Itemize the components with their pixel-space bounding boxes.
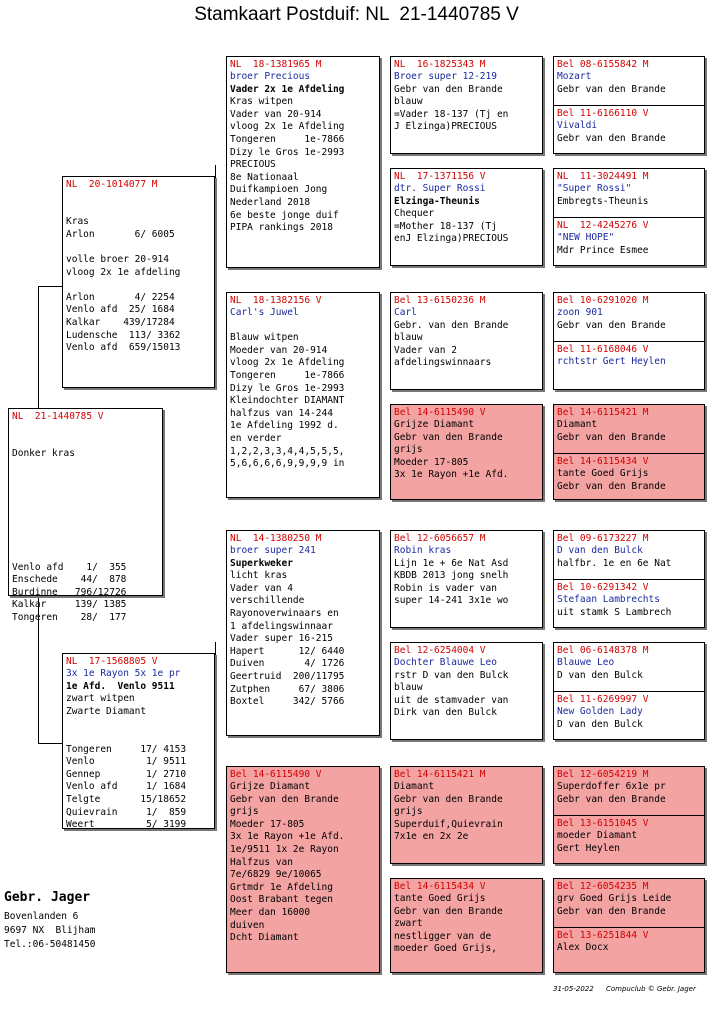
detail-line: Zutphen 67/ 3806 <box>230 683 345 695</box>
detail-line: Dizy le Gros 1e-2993 <box>230 382 345 394</box>
detail-line <box>12 524 159 537</box>
subject-details <box>12 423 159 625</box>
detail-line: Telgte 15/18652 <box>66 793 187 805</box>
gggp-pair-8 <box>553 878 705 973</box>
detail-line: Venlo afd 1/ 355 <box>12 561 127 573</box>
pigeon-details <box>394 781 539 844</box>
gggp-card-8[interactable] <box>557 455 666 493</box>
detail-line: Gennep 1/ 2710 <box>66 768 187 780</box>
detail-line: Blauw witpen <box>230 332 299 344</box>
detail-line: PRECIOUS <box>230 159 276 171</box>
ring-number: NL 11-3024491 M <box>557 171 649 182</box>
detail-line: Vader super 16-215 <box>230 633 333 645</box>
detail-line: Venlo afd 25/ 1684 <box>66 304 175 316</box>
ring-number: Bel 14-6115490 V <box>394 407 486 418</box>
ring-number: NL 17-1371156 V <box>394 171 486 182</box>
ggp-card-fmm[interactable] <box>390 404 543 500</box>
detail-line <box>66 731 211 744</box>
detail-line: Arlon 4/ 2254 <box>66 291 175 303</box>
detail-line: Moeder van 20-914 <box>230 344 328 356</box>
detail-line: Venlo afd 659/15013 <box>66 342 181 354</box>
ring-number: Bel 12-6054219 M <box>557 769 649 780</box>
gggp-pair-1 <box>553 56 705 154</box>
detail-line: Gebr. van den Brande <box>394 319 509 331</box>
ring-number: Bel 09-6173227 M <box>557 533 649 544</box>
connector <box>38 286 39 408</box>
ring-number: Bel 08-6155842 M <box>557 59 649 70</box>
pigeon-owner: Gebr van den Brande <box>557 132 666 144</box>
grandmother-paternal-card[interactable] <box>226 292 380 498</box>
detail-line: Burdinne 796/12726 <box>12 586 127 598</box>
detail-line: Vader van 2 <box>394 344 457 356</box>
pigeon-details <box>394 893 539 956</box>
gggp-card-1[interactable] <box>557 58 701 96</box>
gggp-card-11[interactable] <box>557 644 701 682</box>
detail-line: Moeder 17-805 <box>394 456 469 468</box>
detail-line: Elzinga-Theunis <box>394 195 480 207</box>
pigeon-name: Robin kras <box>394 545 452 556</box>
pigeon-name: D van den Bulck <box>557 545 643 556</box>
grandfather-paternal-card[interactable] <box>226 56 380 268</box>
pigeon-details <box>394 419 539 482</box>
pigeon-name: Stefaan Lambrechts <box>557 594 660 605</box>
ring-number: Bel 10-6291342 V <box>557 582 649 593</box>
ring-number: NL 12-4245276 V <box>557 220 649 231</box>
detail-line <box>12 461 159 474</box>
detail-line: vloog 2x 1e afdeling <box>66 266 181 278</box>
detail-line: Ludensche 113/ 3362 <box>66 329 181 341</box>
pigeon-owner: Gebr van den Brande <box>557 431 666 443</box>
detail-line: Dcht Diamant <box>230 932 299 944</box>
pigeon-owner: uit stamk S Lambrech <box>557 606 672 618</box>
mother-details <box>66 693 211 832</box>
ggp-card-fff[interactable] <box>390 56 543 154</box>
detail-line: Geertruid 200/11795 <box>230 670 345 682</box>
detail-line: Dirk van den Bulck <box>394 707 497 719</box>
detail-line <box>12 536 159 549</box>
detail-line: 1e/9511 1x 2e Rayon <box>230 843 339 855</box>
detail-line: Kalkar 139/ 1385 <box>12 599 127 611</box>
ring-number: NL 18-1382156 V <box>230 295 322 306</box>
footer-credit: Compuclub © Gebr. Jager <box>606 985 696 993</box>
pigeon-owner: D van den Bulck <box>557 718 643 730</box>
ring-number: Bel 12-6056657 M <box>394 533 486 544</box>
pigeon-name: tante Goed Grijs <box>557 468 649 479</box>
detail-line: duiven <box>230 919 265 931</box>
pigeon-name: Carl <box>394 307 417 318</box>
detail-line: uit de stamvader van <box>394 694 509 706</box>
ring-number: NL 16-1825343 M <box>394 59 486 70</box>
gggp-card-14[interactable] <box>557 817 649 855</box>
detail-line: Venlo 1/ 9511 <box>66 756 187 768</box>
connector <box>215 642 216 817</box>
detail-line: rstr D van den Bulck <box>394 669 509 681</box>
detail-line: Moeder 17-805 <box>230 818 305 830</box>
owner-address: Bovenlanden 6 <box>4 911 79 922</box>
gggp-card-13[interactable] <box>557 768 701 806</box>
ggp-card-mmm[interactable] <box>390 878 543 973</box>
detail-line: 7e/6829 9e/10065 <box>230 869 322 881</box>
detail-line: verschillende <box>230 595 305 607</box>
detail-line: Duifkampioen Jong <box>230 184 328 196</box>
detail-line: Quievrain 1/ 859 <box>66 806 187 818</box>
detail-line: 7x1e en 2x 2e <box>394 831 469 843</box>
detail-line: halfzus van 14-244 <box>230 407 333 419</box>
pigeon-name: New Golden Lady <box>557 706 643 717</box>
detail-line: Diamant <box>394 781 435 792</box>
detail-line <box>12 473 159 486</box>
detail-line: Gebr van den Brande <box>394 793 503 805</box>
detail-line <box>12 511 159 524</box>
detail-line: Gebr van den Brande <box>394 905 503 917</box>
detail-line <box>66 279 211 292</box>
pigeon-note: Superkweker <box>230 557 293 569</box>
mother-card[interactable] <box>62 653 215 829</box>
detail-line: Enschede 44/ 878 <box>12 574 127 586</box>
divider <box>554 927 704 928</box>
pigeon-owner: Gebr van den Brande <box>557 480 666 492</box>
detail-line: Kras witpen <box>230 96 293 108</box>
ring-number: Bel 14-6115421 M <box>557 407 649 418</box>
pigeon-owner: D van den Bulck <box>557 669 643 681</box>
detail-line: Donker kras <box>12 448 75 460</box>
detail-line: Gebr van den Brande <box>394 83 503 95</box>
divider <box>554 579 704 580</box>
ring-number: Bel 06-6148378 M <box>557 645 649 656</box>
pigeon-name: moeder Diamant <box>557 830 638 841</box>
detail-line: afdelingswinnaars <box>394 357 492 369</box>
father-card[interactable] <box>62 176 215 388</box>
detail-line <box>12 499 159 512</box>
detail-line: zwart witpen <box>66 693 135 705</box>
pigeon-details <box>230 781 376 945</box>
detail-line: Arlon 6/ 6005 <box>66 228 175 240</box>
detail-line: =Vader 18-137 (Tj en <box>394 108 509 120</box>
pigeon-name: "NEW HOPE" <box>557 232 615 243</box>
subject-card[interactable] <box>8 408 163 623</box>
detail-line: Chequer <box>394 208 435 220</box>
detail-line: Boxtel 342/ 5766 <box>230 696 345 708</box>
pigeon-details <box>230 570 376 709</box>
pigeon-name: rchtstr Gert Heylen <box>557 356 666 367</box>
detail-line: Nederland 2018 <box>230 196 311 208</box>
detail-line <box>12 423 159 436</box>
detail-line: Tongeren 1e-7866 <box>230 133 345 145</box>
detail-line <box>12 436 159 449</box>
connector <box>215 165 216 325</box>
gggp-card-16[interactable] <box>557 929 649 955</box>
detail-line: Superduif,Quievrain <box>394 818 503 830</box>
detail-line: 3x 1e Rayon +1e Afd. <box>394 469 509 481</box>
ggp-card-mfm[interactable] <box>390 642 543 740</box>
pigeon-name: Carl's Juwel <box>230 307 299 318</box>
pigeon-name: broer Precious <box>230 71 311 82</box>
detail-line: =Mother 18-137 (Tj <box>394 220 497 232</box>
grandfather-maternal-card[interactable] <box>226 530 380 736</box>
pigeon-name: broer super 241 <box>230 545 316 556</box>
detail-line: Dizy le Gros 1e-2993 <box>230 146 345 158</box>
gggp-pair-6 <box>553 642 705 740</box>
pigeon-details <box>394 320 539 370</box>
divider <box>554 453 704 454</box>
ring-number: Bel 11-6269997 V <box>557 694 649 705</box>
gggp-card-2[interactable] <box>557 107 666 145</box>
grandmother-maternal-card[interactable] <box>226 766 380 973</box>
detail-line: Gebr van den Brande <box>394 431 503 443</box>
detail-line <box>66 241 211 254</box>
detail-line: Grtmdr 1e Afdeling <box>230 881 333 893</box>
ring-number: Bel 13-6150236 M <box>394 295 486 306</box>
pigeon-name: grv Goed Grijs Leide <box>557 893 672 904</box>
detail-line: blauw <box>394 332 423 344</box>
detail-line: nestligger van de <box>394 930 492 942</box>
gggp-card-10[interactable] <box>557 581 671 619</box>
detail-line: Grijze Diamant <box>394 419 475 430</box>
detail-line: Tongeren 17/ 4153 <box>66 743 187 755</box>
detail-line <box>66 718 211 731</box>
detail-line: 1,2,2,3,3,4,4,5,5,5, <box>230 445 345 457</box>
pigeon-name: Broer super 12-219 <box>394 71 497 82</box>
detail-line: blauw <box>394 682 423 694</box>
detail-line: Meer dan 16000 <box>230 906 311 918</box>
detail-line: Weert 5/ 3199 <box>66 819 187 831</box>
pigeon-note: Vader 2x 1e Afdeling <box>230 83 345 95</box>
detail-line: grijs <box>394 444 423 456</box>
detail-line: moeder Goed Grijs, <box>394 943 497 955</box>
page-title: Stamkaart Postduif: NL 21-1440785 V <box>194 4 519 25</box>
detail-line: Hapert 12/ 6440 <box>230 645 345 657</box>
ring-number: NL 14-1380250 M <box>230 533 322 544</box>
detail-line: 8e Nationaal <box>230 171 299 183</box>
detail-line <box>66 204 211 217</box>
ring-number: NL 17-1568805 V <box>66 656 158 667</box>
ring-number: Bel 13-6151045 V <box>557 818 649 829</box>
connector <box>38 743 62 744</box>
pigeon-name: zoon 901 <box>557 307 603 318</box>
pigeon-owner: halfbr. 1e en 6e Nat <box>557 557 672 569</box>
detail-line: Oost Brabant tegen <box>230 894 333 906</box>
detail-line: 5,6,6,6,6,9,9,9,9 in <box>230 458 345 470</box>
detail-line <box>230 320 376 333</box>
pigeon-details <box>230 96 376 235</box>
ring-number: Bel 14-6115490 V <box>230 769 322 780</box>
detail-line: super 14-241 3x1e wo <box>394 595 509 607</box>
detail-line: vloog 2x 1e Afdeling <box>230 357 345 369</box>
detail-line: Vader van 20-914 <box>230 108 322 120</box>
detail-line <box>66 191 211 204</box>
detail-line: Venlo afd 1/ 1684 <box>66 781 187 793</box>
pigeon-owner: Gebr van den Brande <box>557 83 666 95</box>
detail-line: grijs <box>394 806 423 818</box>
detail-line: blauw <box>394 96 423 108</box>
pigeon-owner: Embregts-Theunis <box>557 195 649 207</box>
detail-line: grijs <box>230 806 259 818</box>
detail-line <box>12 549 159 562</box>
pigeon-details <box>394 558 539 608</box>
detail-line: Lijn 1e + 6e Nat Asd <box>394 557 509 569</box>
pigeon-name: Diamant <box>557 419 598 430</box>
owner-phone: Tel.:06-50481450 <box>4 939 96 950</box>
detail-line: J Elzinga)PRECIOUS <box>394 121 497 133</box>
detail-line: Grijze Diamant <box>230 781 311 792</box>
gggp-card-5[interactable] <box>557 294 701 332</box>
gggp-pair-5 <box>553 530 705 628</box>
gggp-card-4[interactable] <box>557 219 649 257</box>
divider <box>554 105 704 106</box>
detail-line: Duiven 4/ 1726 <box>230 658 345 670</box>
detail-line: Robin is vader van <box>394 582 497 594</box>
detail-line: Kalkar 439/17284 <box>66 316 175 328</box>
pigeon-name: dtr. Super Rossi <box>394 183 486 194</box>
detail-line <box>12 486 159 499</box>
gggp-pair-2 <box>553 168 705 266</box>
divider <box>554 691 704 692</box>
pigeon-name: "Super Rossi" <box>557 183 632 194</box>
ggp-card-ffm[interactable] <box>390 168 543 266</box>
pigeon-owner: Gebr van den Brande <box>557 905 666 917</box>
detail-line: 3x 1e Rayon +1e Afd. <box>230 831 345 843</box>
ring-number: Bel 14-6115434 V <box>394 881 486 892</box>
gggp-card-6[interactable] <box>557 343 666 369</box>
detail-line: KBDB 2013 jong snelh <box>394 570 509 582</box>
pigeon-owner: Gebr van den Brande <box>557 793 666 805</box>
detail-line: Tongeren 28/ 177 <box>12 611 127 623</box>
detail-line: 6e beste jonge duif <box>230 209 339 221</box>
detail-line: en verder <box>230 432 282 444</box>
detail-line: Rayonoverwinaars en <box>230 607 339 619</box>
pigeon-owner: Gert Heylen <box>557 842 620 854</box>
pigeon-name: Dochter Blauwe Leo <box>394 657 497 668</box>
detail-line: zwart <box>394 918 423 930</box>
gggp-card-12[interactable] <box>557 693 649 731</box>
detail-line: volle broer 20-914 <box>66 253 169 265</box>
detail-line: vloog 2x 1e Afdeling <box>230 121 345 133</box>
ring-number: Bel 12-6054235 M <box>557 881 649 892</box>
footer-date: 31-05-2022 <box>553 985 594 993</box>
detail-line: PIPA rankings 2018 <box>230 222 333 234</box>
ring-number: Bel 13-6251844 V <box>557 930 649 941</box>
detail-line: Gebr van den Brande <box>230 793 339 805</box>
ggp-card-mmf[interactable] <box>390 766 543 864</box>
detail-line: enJ Elzinga)PRECIOUS <box>394 233 509 245</box>
divider <box>554 217 704 218</box>
ring-number: NL 21-1440785 V <box>12 411 104 422</box>
ring-number: Bel 14-6115434 V <box>557 456 649 467</box>
ring-number: Bel 10-6291020 M <box>557 295 649 306</box>
pigeon-details <box>394 196 539 246</box>
connector <box>38 286 62 287</box>
gggp-card-15[interactable] <box>557 880 701 918</box>
detail-line: Halfzus van <box>230 856 293 868</box>
owner-name: Gebr. Jager <box>4 890 91 905</box>
detail-line: Kleindochter DIAMANT <box>230 395 345 407</box>
ggp-card-mff[interactable] <box>390 530 543 628</box>
gggp-card-3[interactable] <box>557 170 701 208</box>
pigeon-name: Alex Docx <box>557 942 609 953</box>
detail-line: Vader van 4 <box>230 582 293 594</box>
detail-line: Kras <box>66 216 89 228</box>
mother-subtitle: 1e Afd. Venlo 9511 <box>66 680 175 692</box>
pigeon-owner: Gebr van den Brande <box>557 319 666 331</box>
gggp-card-7[interactable] <box>557 406 701 444</box>
ring-number: NL 20-1014077 M <box>66 179 158 190</box>
detail-line: Zwarte Diamant <box>66 705 147 717</box>
detail-line: licht kras <box>230 570 288 582</box>
owner-city: 9697 NX Blijham <box>4 925 96 936</box>
father-details <box>66 191 211 355</box>
divider <box>554 815 704 816</box>
pigeon-details <box>230 320 376 471</box>
gggp-pair-7 <box>553 766 705 864</box>
pigeon-name: Mozart <box>557 71 592 82</box>
pigeon-name: Superdoffer 6x1e pr <box>557 781 666 792</box>
gggp-pair-3 <box>553 292 705 390</box>
ring-number: Bel 12-6254004 V <box>394 645 486 656</box>
divider <box>554 341 704 342</box>
pigeon-name: Vivaldi <box>557 120 598 131</box>
detail-line: tante Goed Grijs <box>394 893 486 904</box>
detail-line: 1e Afdeling 1992 d. <box>230 420 339 432</box>
pigeon-owner: Mdr Prince Esmee <box>557 244 649 256</box>
ring-number: Bel 14-6115421 M <box>394 769 486 780</box>
gggp-card-9[interactable] <box>557 532 701 570</box>
ring-number: Bel 11-6166110 V <box>557 108 649 119</box>
detail-line: 1 afdelingswinnaar <box>230 620 333 632</box>
ring-number: Bel 11-6168046 V <box>557 344 649 355</box>
ggp-card-fmf[interactable] <box>390 292 543 390</box>
ring-number: NL 18-1381965 M <box>230 59 322 70</box>
pigeon-name: Blauwe Leo <box>557 657 615 668</box>
mother-title: 3x 1e Rayon 5x 1e pr <box>66 668 181 679</box>
pigeon-details <box>394 670 539 720</box>
pigeon-details <box>394 84 539 134</box>
gggp-pair-4 <box>553 404 705 500</box>
detail-line: Tongeren 1e-7866 <box>230 369 345 381</box>
